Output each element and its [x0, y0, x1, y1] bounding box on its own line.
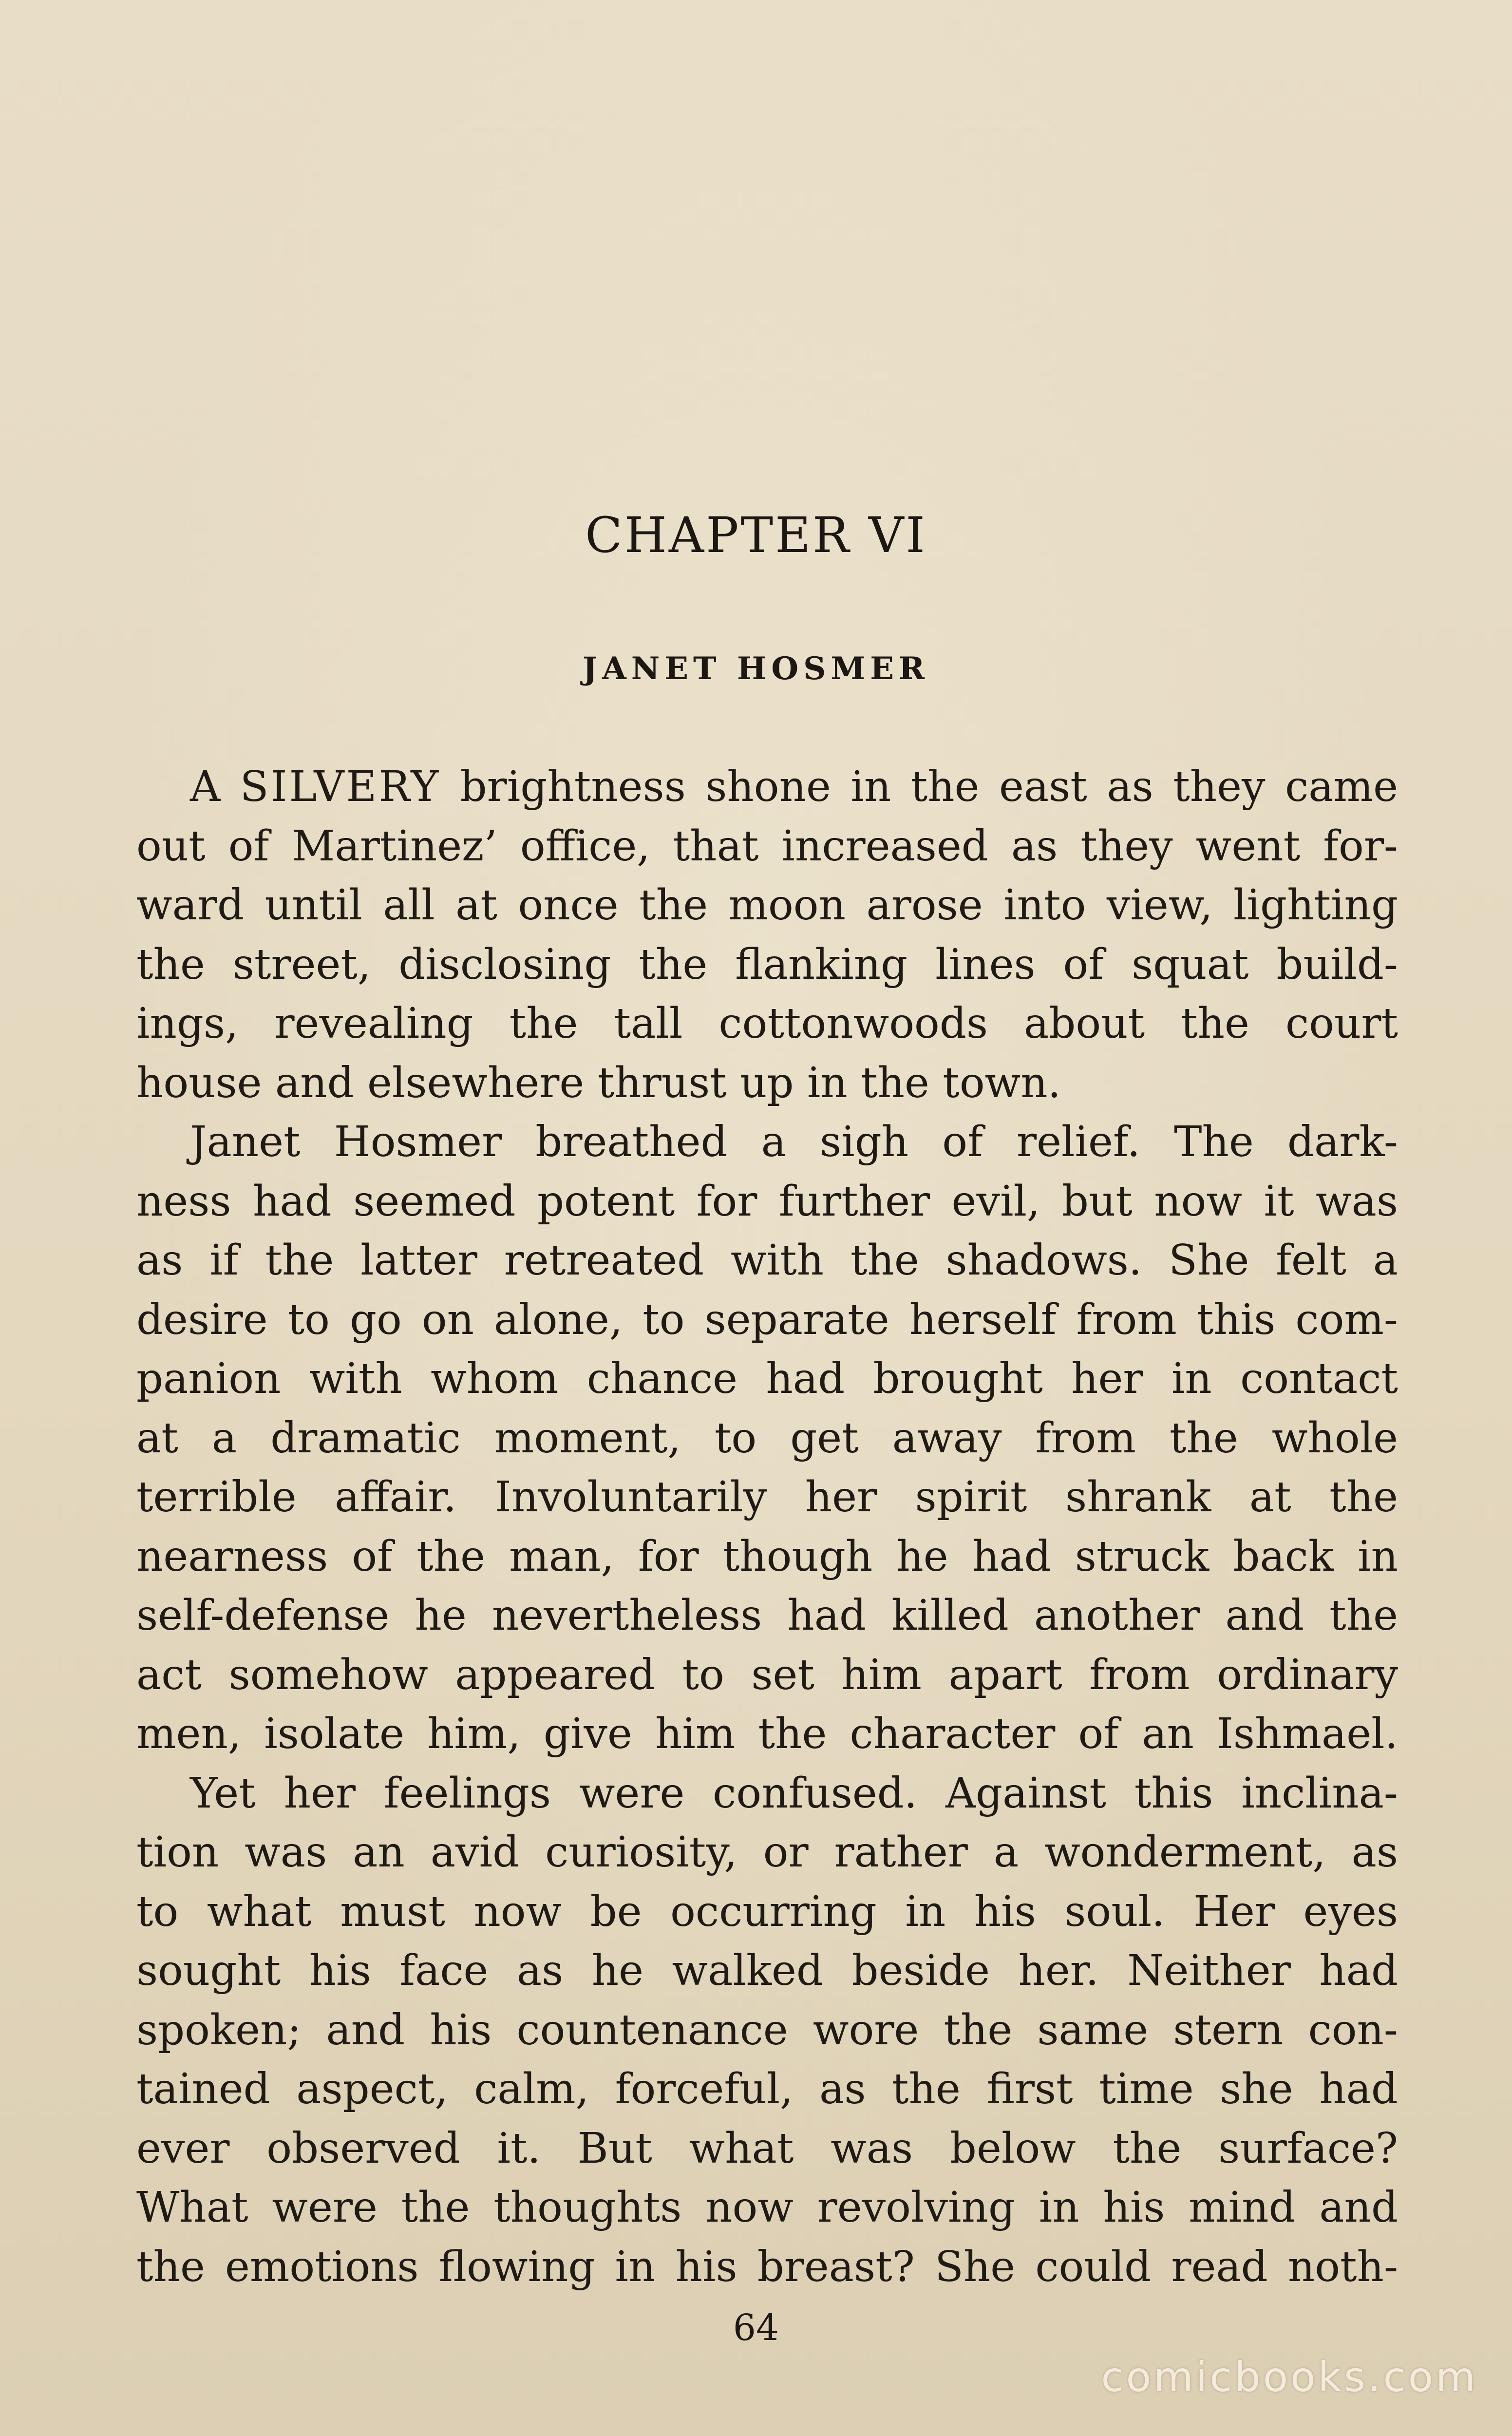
text-line: to what must now be occurring in his soul. Her eyes [136, 1887, 1398, 1936]
text-line: ings, revealing the tall cottonwoods about the court [136, 999, 1398, 1048]
text-line: the street, disclosing the flanking lines of squat build- [136, 940, 1398, 989]
text-line: What were the thoughts now revolving in his mind and [136, 2183, 1398, 2232]
text-line: house and elsewhere thrust up in the town. [136, 1058, 1061, 1107]
text-line: desire to go on alone, to separate herself from this com- [136, 1295, 1398, 1344]
text-line: ward until all at once the moon arose into view, lighting [136, 881, 1398, 930]
text-line: tion was an avid curiosity, or rather a wonderment, as [136, 1828, 1398, 1877]
text-line: self-defense he nevertheless had killed another and the [136, 1591, 1398, 1640]
page-number: 64 [733, 2307, 779, 2349]
text-line: ness had seemed potent for further evil, but now it was [136, 1177, 1398, 1226]
text-line: terrible affair. Involuntarily her spirit shrank at the [136, 1473, 1398, 1522]
text-line: panion with whom chance had brought her in contact [136, 1354, 1398, 1403]
text-line: men, isolate him, give him the character of an Ishmael. [136, 1710, 1398, 1758]
text-line: at a dramatic moment, to get away from the whole [136, 1413, 1398, 1463]
chapter-subtitle: JANET HOSMER [582, 650, 930, 687]
text-line: nearness of the man, for though he had struck back in [136, 1532, 1398, 1581]
watermark: comicbooks.com [1101, 2353, 1478, 2401]
text-line: out of Martinez’ office, that increased as they went for- [136, 821, 1398, 871]
text-line: act somehow appeared to set him apart from ordinary [136, 1650, 1398, 1699]
text-line-rest: brightness shone in the east as they came [440, 762, 1398, 811]
text-line: Yet her feelings were confused. Against this inclina- [190, 1769, 1398, 1818]
body-text [136, 758, 1398, 2297]
smallcaps-word: SILVERY [240, 762, 441, 811]
text-line: tained aspect, calm, forceful, as the first time she had [136, 2065, 1398, 2113]
drop-letter: A [190, 762, 240, 811]
chapter-title: CHAPTER VI [585, 507, 927, 564]
text-line [136, 758, 1398, 817]
text-line: the emotions flowing in his breast? She could read noth- [136, 2242, 1398, 2291]
text-line: spoken; and his countenance wore the same stern con- [136, 2005, 1398, 2055]
text-line: sought his face as he walked beside her. Neither had [136, 1946, 1398, 1995]
text-line: Janet Hosmer breathed a sigh of relief. The dark- [190, 1118, 1398, 1166]
text-line: as if the latter retreated with the shadows. She felt a [136, 1236, 1398, 1285]
text-line: ever observed it. But what was below the surface? [136, 2124, 1398, 2173]
